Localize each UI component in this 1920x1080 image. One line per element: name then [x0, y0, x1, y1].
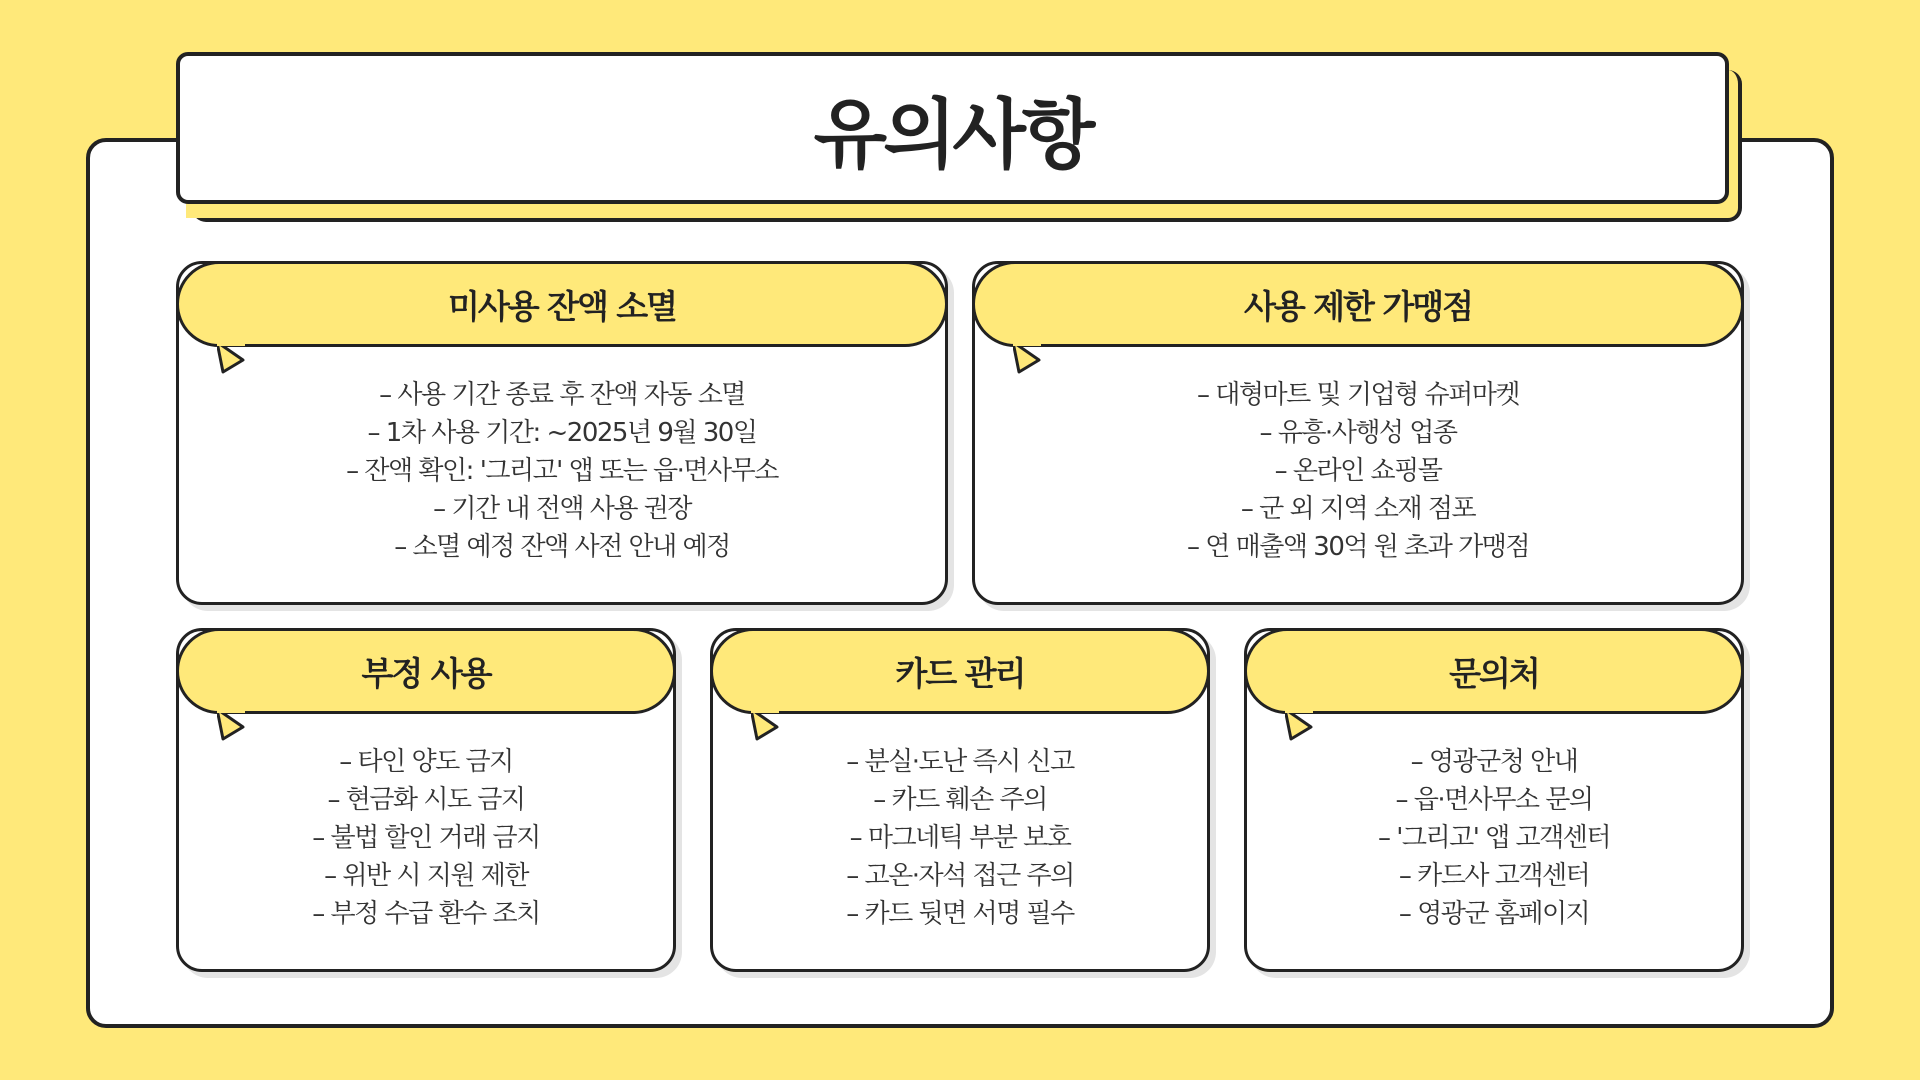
- list-item: – 잔액 확인: '그리고' 앱 또는 읍·면사무소: [346, 456, 778, 486]
- card-header: [710, 628, 1210, 714]
- card-title: 사용 제한 가맹점: [1243, 286, 1473, 326]
- card-body: [975, 376, 1741, 566]
- card-title: 미사용 잔액 소멸: [447, 286, 677, 326]
- speech-tail-icon: [217, 342, 245, 374]
- card-header: [1244, 628, 1744, 714]
- card-restricted-merchants: [972, 261, 1744, 605]
- card-body: [179, 376, 945, 566]
- card-card-care: [710, 628, 1210, 972]
- list-item: – 군 외 지역 소재 점포: [1240, 494, 1476, 524]
- list-item: – 영광군 홈페이지: [1398, 899, 1590, 929]
- speech-tail-icon: [1013, 342, 1041, 374]
- list-item: – 카드 뒷면 서명 필수: [846, 899, 1074, 929]
- card-body: [179, 743, 673, 933]
- card-header: [176, 261, 948, 347]
- list-item: – 1차 사용 기간: ~2025년 9월 30일: [367, 418, 757, 448]
- list-item: – 고온·자석 접근 주의: [846, 861, 1074, 891]
- list-item: – 소멸 예정 잔액 사전 안내 예정: [394, 532, 730, 562]
- list-item: – 기간 내 전액 사용 권장: [433, 494, 691, 524]
- list-item: – 영광군청 안내: [1410, 747, 1578, 777]
- card-unused-balance: [176, 261, 948, 605]
- card-header: [176, 628, 676, 714]
- title-banner: [176, 52, 1729, 204]
- card-contact: [1244, 628, 1744, 972]
- list-item: – 위반 시 지원 제한: [324, 861, 528, 891]
- list-item: – 온라인 쇼핑몰: [1274, 456, 1442, 486]
- list-item: – '그리고' 앱 고객센터: [1377, 823, 1611, 853]
- card-title: 부정 사용: [361, 653, 491, 693]
- list-item: – 사용 기간 종료 후 잔액 자동 소멸: [379, 380, 745, 410]
- page-title: 유의사항: [813, 89, 1092, 179]
- list-item: – 현금화 시도 금지: [327, 785, 525, 815]
- list-item: – 부정 수급 환수 조치: [312, 899, 540, 929]
- card-body: [1247, 743, 1741, 933]
- list-item: – 대형마트 및 기업형 슈퍼마켓: [1197, 380, 1519, 410]
- list-item: – 카드사 고객센터: [1398, 861, 1590, 891]
- speech-tail-icon: [1285, 709, 1313, 741]
- card-fraud: [176, 628, 676, 972]
- card-header: [972, 261, 1744, 347]
- speech-tail-icon: [751, 709, 779, 741]
- list-item: – 분실·도난 즉시 신고: [846, 747, 1074, 777]
- speech-tail-icon: [217, 709, 245, 741]
- list-item: – 불법 할인 거래 금지: [312, 823, 540, 853]
- card-title: 문의처: [1449, 653, 1539, 693]
- list-item: – 마그네틱 부분 보호: [849, 823, 1071, 853]
- card-title: 카드 관리: [895, 653, 1025, 693]
- list-item: – 타인 양도 금지: [339, 747, 513, 777]
- card-body: [713, 743, 1207, 933]
- list-item: – 연 매출액 30억 원 초과 가맹점: [1187, 532, 1529, 562]
- list-item: – 카드 훼손 주의: [873, 785, 1047, 815]
- list-item: – 읍·면사무소 문의: [1395, 785, 1593, 815]
- list-item: – 유흥·사행성 업종: [1259, 418, 1457, 448]
